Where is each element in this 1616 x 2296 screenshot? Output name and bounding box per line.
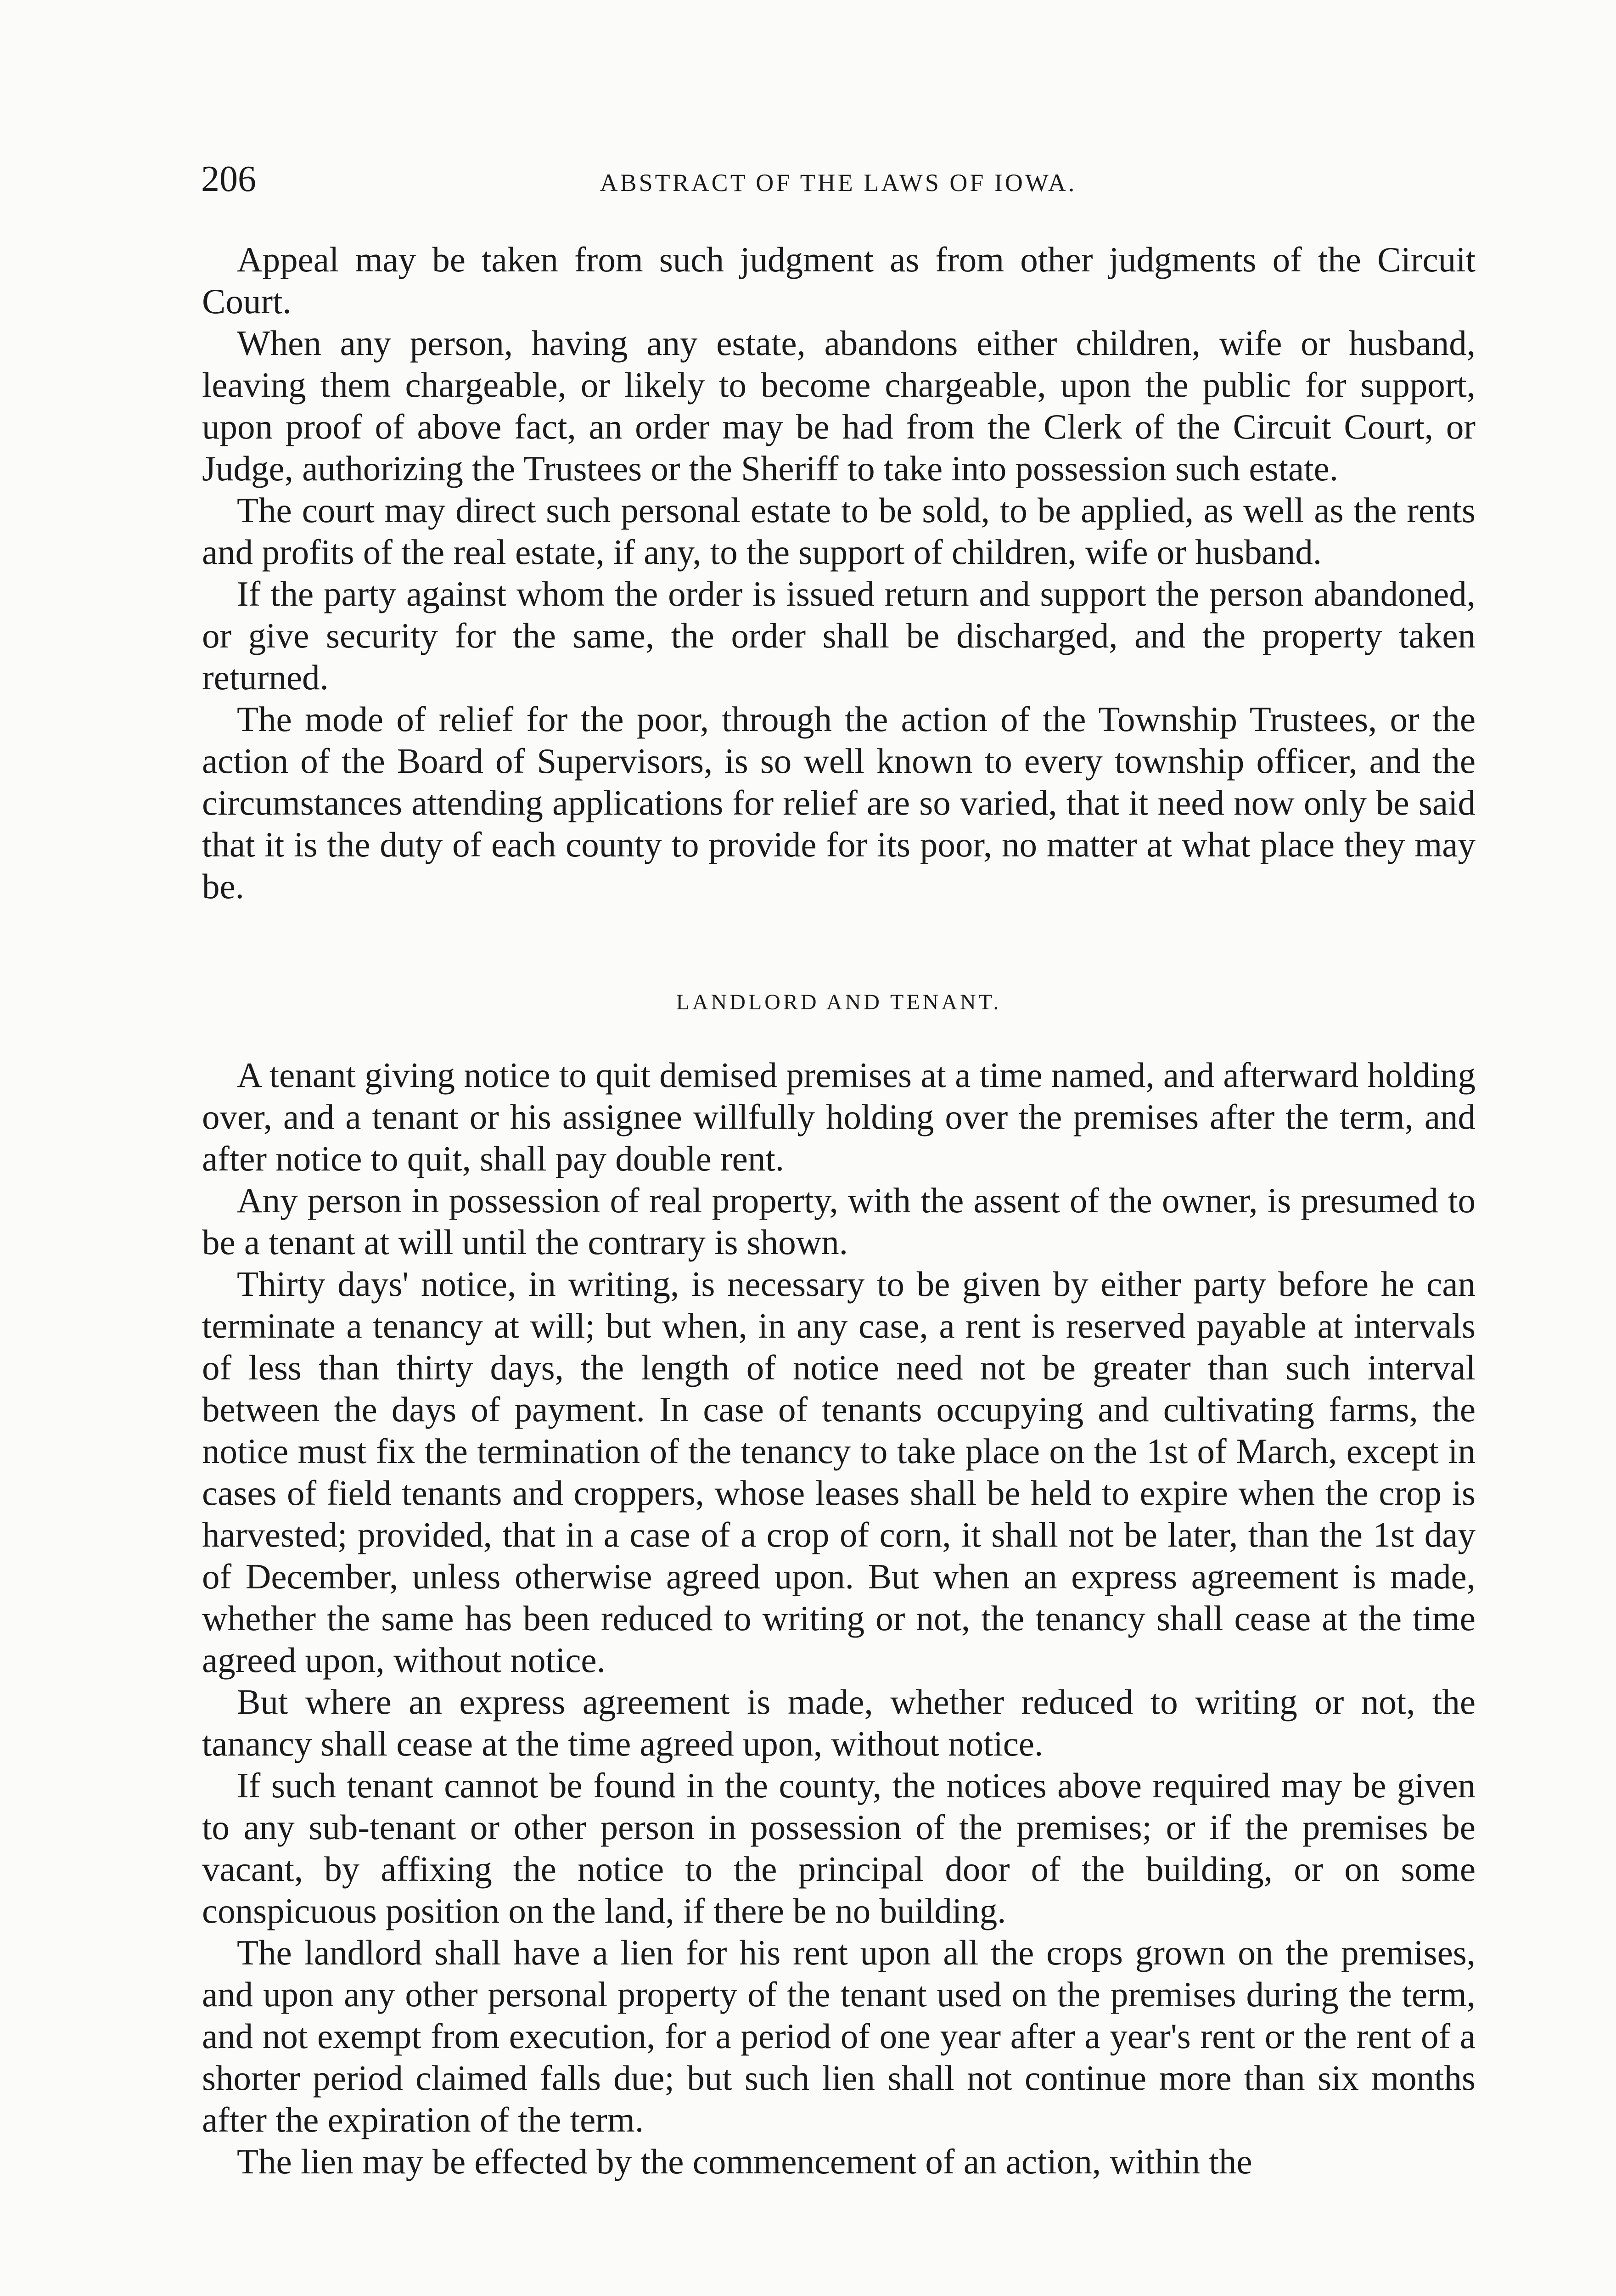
paragraph: Any person in possession of real property, with the assent of the owner, is presumed to be a tenant at will until the contrary is shown. <box>202 1181 1476 1262</box>
paragraph: If the party against whom the order is issued return and support the person abandoned, or give security for the same, the order shall be discharged, and the property taken returned. <box>202 574 1476 697</box>
section-poor-relief <box>202 239 1476 907</box>
paragraph: When any person, having any estate, abandons either children, wife or husband, leaving them chargeable, or likely to become chargeable, upon the public for support, upon proof of above fact, an order may be had from the Clerk of the Circuit Court, or Judge, authorizing the Trustees or the Sheriff to take into possession such estate. <box>202 323 1476 488</box>
paragraph: The mode of relief for the poor, through the action of the Township Trustees, or the action of the Board of Supervisors, is so well known to every township officer, and the circumstances attending applications for relief are so varied, that it need now only be said that it is the duty of each county to provide for its poor, no matter at what place they may be. <box>202 699 1476 906</box>
section-heading: LANDLORD AND TENANT. <box>676 990 1002 1014</box>
paragraph: The lien may be effected by the commencement of an action, within the <box>237 2142 1252 2181</box>
section-landlord-tenant <box>202 1054 1476 2183</box>
page-number: 206 <box>201 159 256 199</box>
paragraph: But where an express agreement is made, whether reduced to writing or not, the tanancy shall cease at the time agreed upon, without notice. <box>202 1682 1476 1763</box>
page-header <box>201 156 1476 202</box>
paragraph: The landlord shall have a lien for his rent upon all the crops grown on the premises, and upon any other personal property of the tenant used on the premises during the term, and not exempt from execution, for a period of one year after a year's rent or the rent of a shorter period claimed falls due; but such lien shall not continue more than six months after the expiration of the term. <box>202 1933 1476 2139</box>
paragraph: If such tenant cannot be found in the county, the notices above required may be given to any sub-tenant or other person in possession of the premises; or if the premises be vacant, by affixing the notice to the principal door of the building, or on some conspicuous position on the land, if there be no building. <box>202 1766 1476 1930</box>
paragraph: Thirty days' notice, in writing, is necessary to be given by either party before he can terminate a tenancy at will; but when, in any case, a rent is reserved payable at intervals of less than thirty days, the length of notice need not be greater than such interval between the days of payment. In case of tenants occupying and cultivating farms, the notice must fix the termination of the tenancy to take place on the 1st of March, except in cases of field tenants and croppers, whose leases shall be held to expire when the crop is harvested; provided, that in a case of a crop of corn, it shall not be later, than the 1st day of December, unless otherwise agreed upon. But when an express agreement is made, whether the same has been reduced to writing or not, the tenancy shall cease at the time agreed upon, without notice. <box>202 1264 1476 1680</box>
paragraph: The court may direct such personal estate to be sold, to be applied, as well as the rents and profits of the real estate, if any, to the support of children, wife or husband. <box>202 490 1476 572</box>
paragraph: Appeal may be taken from such judgment as from other judgments of the Circuit Court. <box>202 240 1476 321</box>
paragraph: A tenant giving notice to quit demised premises at a time named, and afterward holding over, and a tenant or his assignee willfully holding over the premises after the term, and after notice to quit, shall pay double rent. <box>202 1055 1476 1178</box>
running-head: ABSTRACT OF THE LAWS OF IOWA. <box>600 169 1077 197</box>
